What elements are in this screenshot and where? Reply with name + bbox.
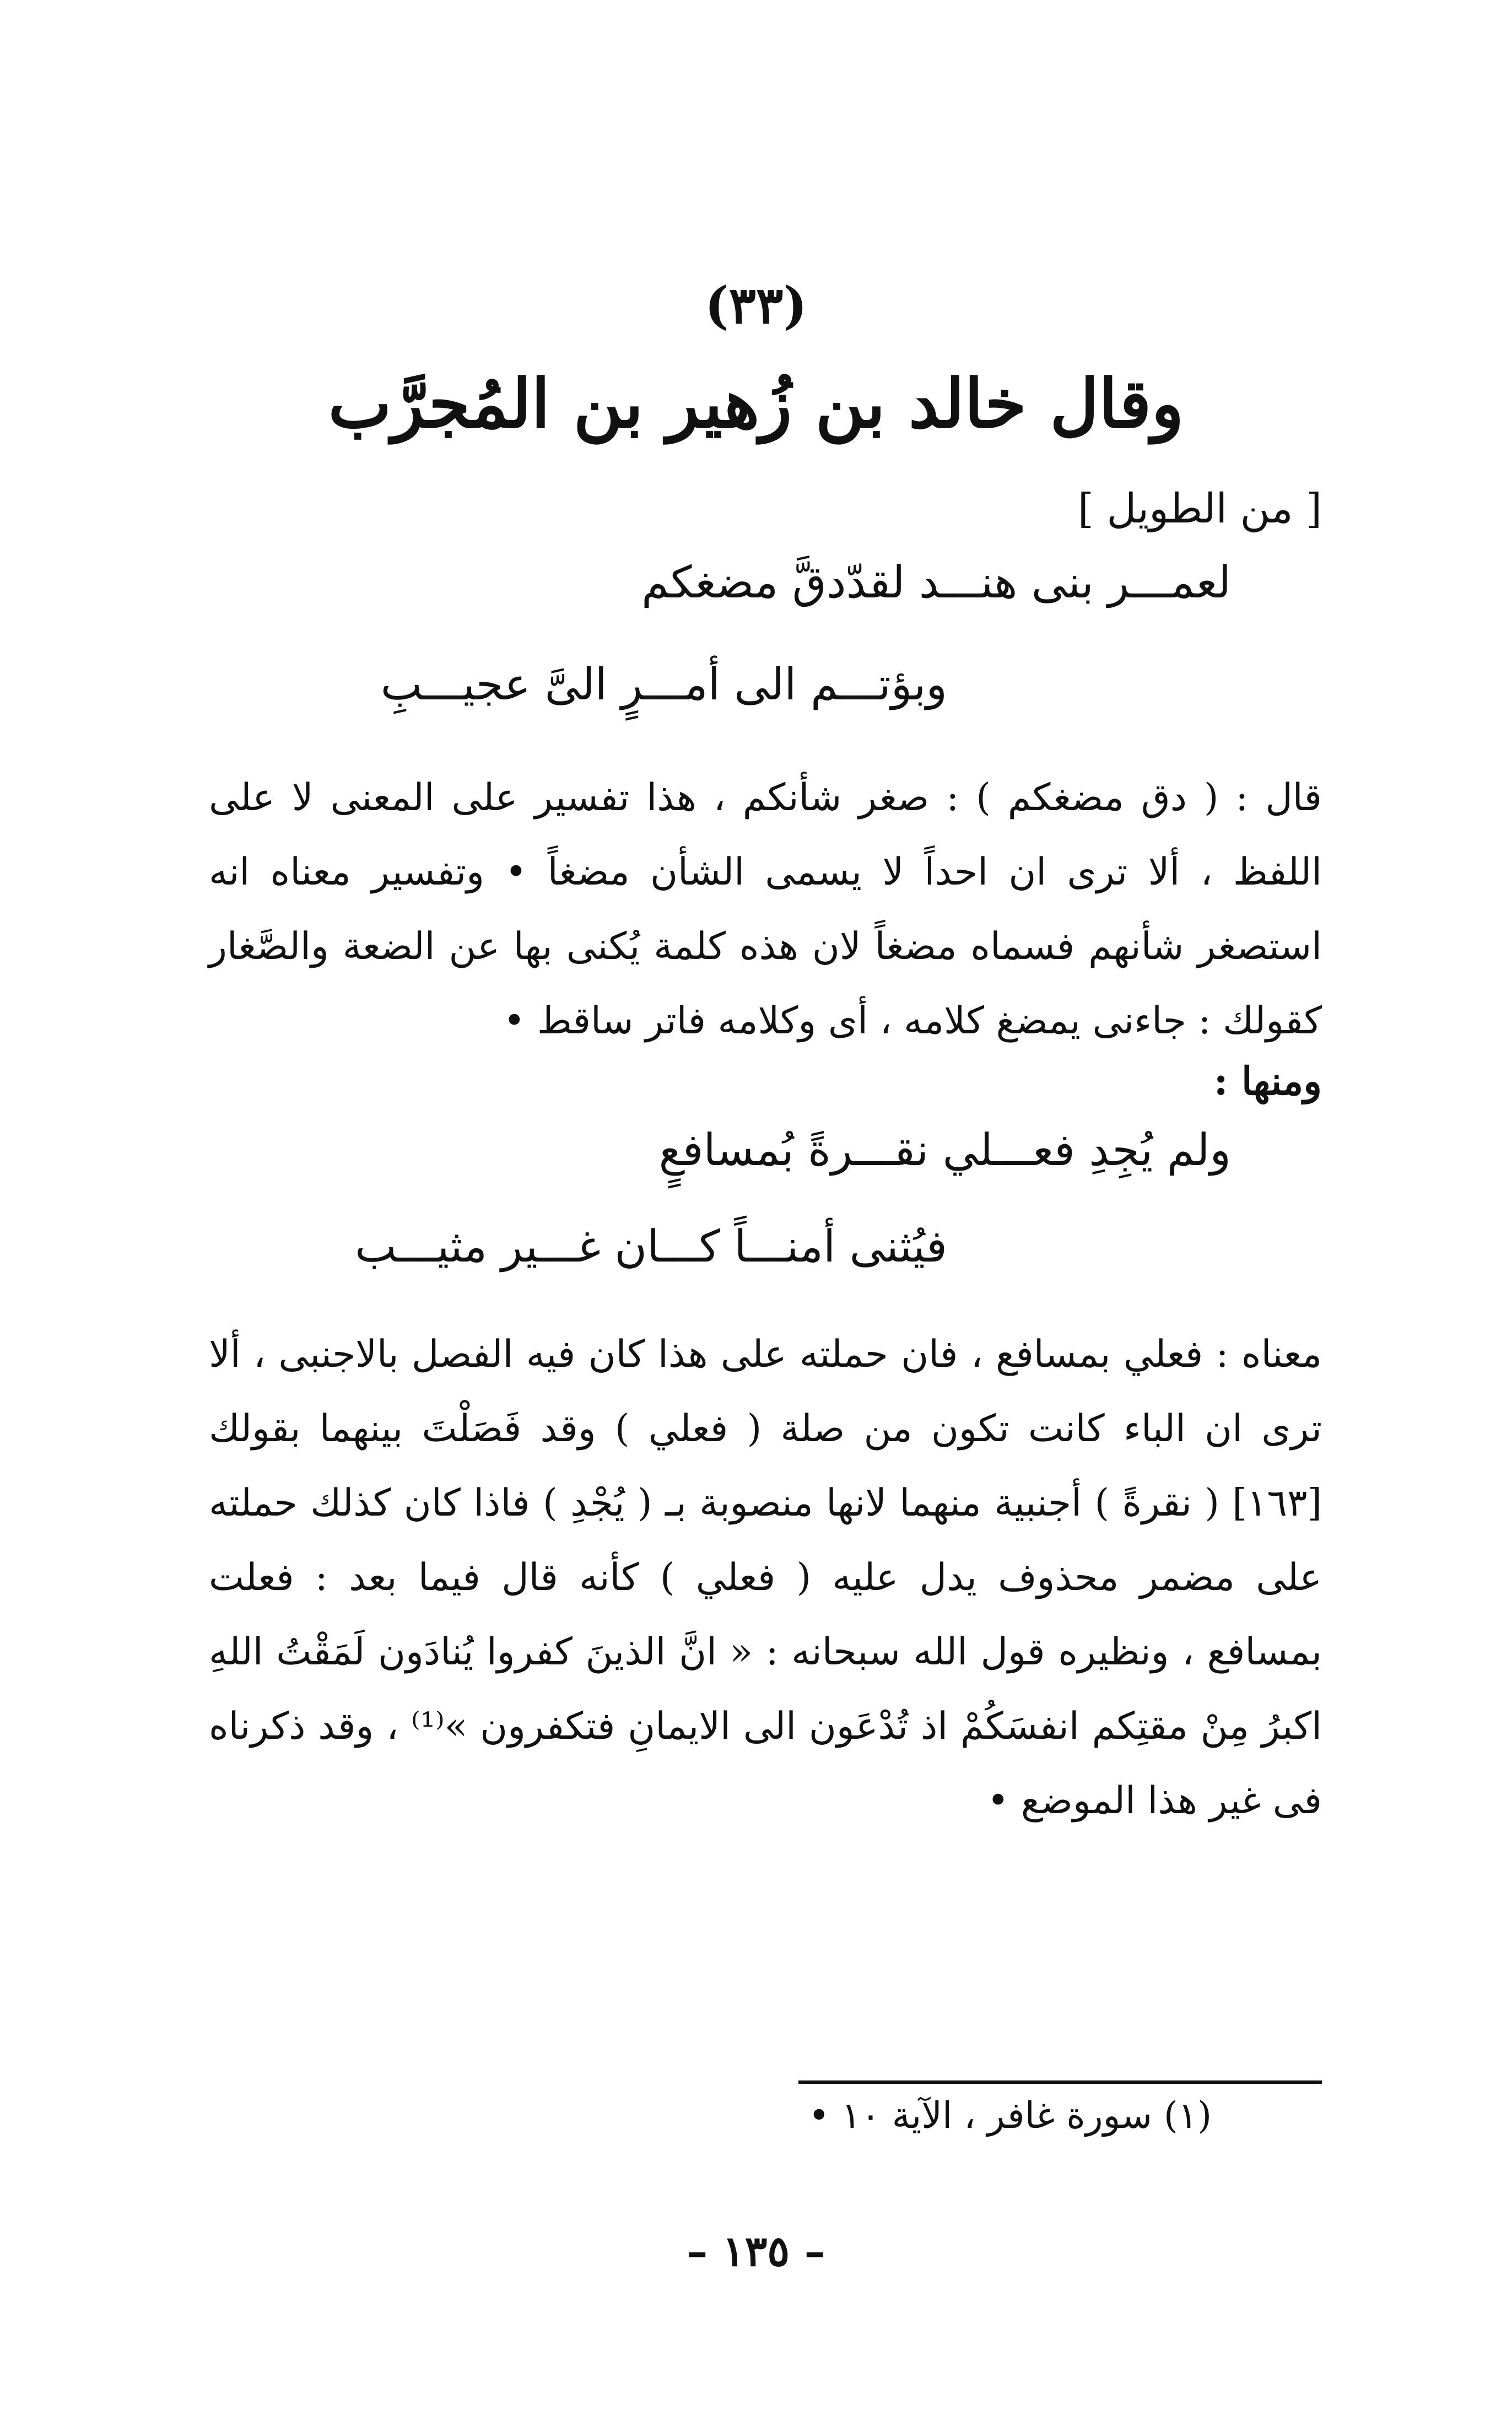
- commentary-minha-label: ومنها :: [1213, 1058, 1322, 1104]
- footnote-divider: [798, 2080, 1322, 2084]
- poem-title: وقال خالد بن زُهير بن المُجرَّب: [328, 364, 1184, 443]
- meter-label: [ من الطويل ]: [1078, 485, 1322, 532]
- poem-number: (٣٣): [705, 276, 807, 335]
- verse-1-first-hemistich: لعمـــر بنى هنـــد لقدّدقَّ مضغكم: [641, 557, 1231, 608]
- commentary-paragraph-2: معناه : فعلي بمسافع ، فان حملته على هذا كان فيه الفصل بالاجنبى ، ألا ترى ان الباء كانت تكون من صلة ( فعلي ) وقد فَصَلْتَ بينهما بقولك [١٦٣] ( نقرةً ) أجنبية منهما لانها منصوبة بـ ( يُجْدِ ) فاذا كان كذلك حملته على مضمر محذوف يدل عليه ( فعلي ) كأنه قال فيما بعد : فعلت بمسافع ، ونظيره قول الله سبحانه : « انَّ الذينَ كفروا يُنادَون لَمَقْتُ اللهِ اكبرُ مِنْ مقتِكم انفسَكُمْ اذ تُدْعَون الى الايمانِ فتكفرون »⁽¹⁾ ، وقد ذكرناه فى غير هذا الموضع •: [209, 1333, 1322, 1823]
- verse-2-first-hemistich: ولم يُجِدِ فعـــلي نقـــرةً بُمسافعٍ: [658, 1124, 1231, 1176]
- footnote: (١) سورة غافر ، الآية ١٠ •: [808, 2094, 1212, 2137]
- verse-2-second-hemistich: فيُثنى أمنـــاً كـــان غـــير مثيـــب: [355, 1221, 947, 1272]
- commentary-paragraph-1: قال : ( دق مضغكم ) : صغر شأنكم ، هذا تفسير على المعنى لا على اللفظ ، ألا ترى ان احداً لا يسمى الشأن مضغاً • وتفسير معناه انه استصغر شأنهم فسماه مضغاً لان هذه كلمة يُكنى بها عن الضعة والصَّغار كقولك : جاءنى يمضغ كلامه ، أى وكلامه فاتر ساقط •: [209, 776, 1322, 1043]
- verse-1-second-hemistich: وبؤتـــم الى أمـــرٍ الىَّ عجيـــبِ: [380, 659, 947, 710]
- page-number: – ١٣٥ –: [687, 2227, 825, 2276]
